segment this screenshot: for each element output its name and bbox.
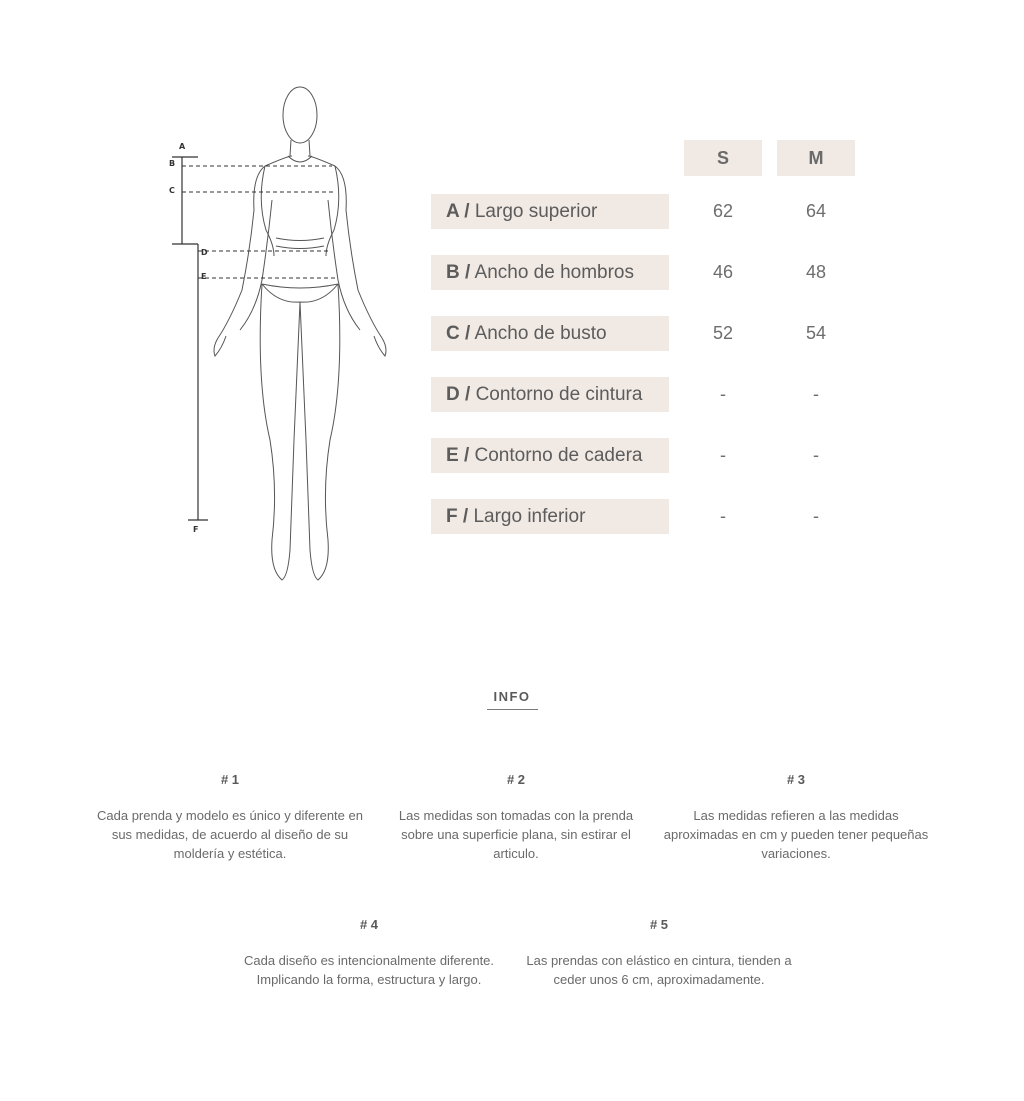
row-label-b [431, 255, 669, 290]
row-code: F / [446, 506, 469, 527]
row-label-e [431, 438, 669, 473]
marker-a: A [179, 142, 186, 151]
note-number: # 2 [506, 772, 526, 787]
value-a-m: 64 [805, 201, 827, 221]
info-note-5 [524, 915, 794, 989]
marker-b: B [169, 159, 176, 168]
body-measurement-illustration [160, 80, 400, 590]
value-b-m: 48 [805, 262, 827, 282]
marker-c: C [169, 186, 175, 195]
value-e-m: - [813, 445, 819, 465]
marker-d: D [201, 248, 208, 257]
value-b-s: 46 [712, 262, 734, 282]
note-number: # 5 [649, 917, 669, 932]
info-note-1 [95, 770, 365, 863]
row-label-a [431, 194, 669, 229]
value-c-m: 54 [805, 323, 827, 343]
value-e-s: - [720, 445, 726, 465]
row-name: Contorno de cadera [474, 445, 643, 466]
value-f-s: - [720, 506, 726, 526]
value-d-s: - [720, 384, 726, 404]
size-header-m: M [777, 140, 855, 176]
row-code: E / [446, 445, 470, 466]
info-note-3 [661, 770, 931, 863]
row-code: A / [446, 201, 470, 222]
value-a-s: 62 [712, 201, 734, 221]
row-name: Largo inferior [473, 506, 586, 527]
row-label-f [431, 499, 669, 534]
row-code: B / [446, 262, 471, 283]
value-c-s: 52 [712, 323, 734, 343]
marker-e: E [201, 272, 207, 281]
value-f-m: - [813, 506, 819, 526]
row-label-c [431, 316, 669, 351]
note-text: Cada prenda y modelo es único y diferente en sus medidas, de acuerdo al diseño de su moldería y estética. [97, 808, 363, 861]
value-d-m: - [813, 384, 819, 404]
row-code: D / [446, 384, 471, 405]
row-name: Largo superior [474, 201, 598, 222]
note-number: # 4 [359, 917, 379, 932]
info-underline [487, 709, 538, 710]
row-name: Ancho de busto [474, 323, 607, 344]
info-note-2 [381, 770, 651, 863]
info-note-4 [234, 915, 504, 989]
note-number: # 3 [786, 772, 806, 787]
row-code: C / [446, 323, 471, 344]
row-name: Contorno de cintura [475, 384, 643, 405]
note-text: Las medidas refieren a las medidas aproximadas en cm y pueden tener pequeñas variaciones. [663, 808, 929, 861]
size-header-s: S [684, 140, 762, 176]
marker-f: F [193, 525, 199, 534]
row-label-d [431, 377, 669, 412]
info-heading: INFO [493, 689, 531, 704]
row-name: Ancho de hombros [474, 262, 635, 283]
note-text: Las medidas son tomadas con la prenda sobre una superficie plana, sin estirar el articulo. [398, 808, 634, 861]
note-number: # 1 [220, 772, 240, 787]
note-text: Cada diseño es intencionalmente diferente. Implicando la forma, estructura y largo. [243, 953, 495, 987]
note-text: Las prendas con elástico en cintura, tienden a ceder unos 6 cm, aproximadamente. [526, 953, 792, 987]
